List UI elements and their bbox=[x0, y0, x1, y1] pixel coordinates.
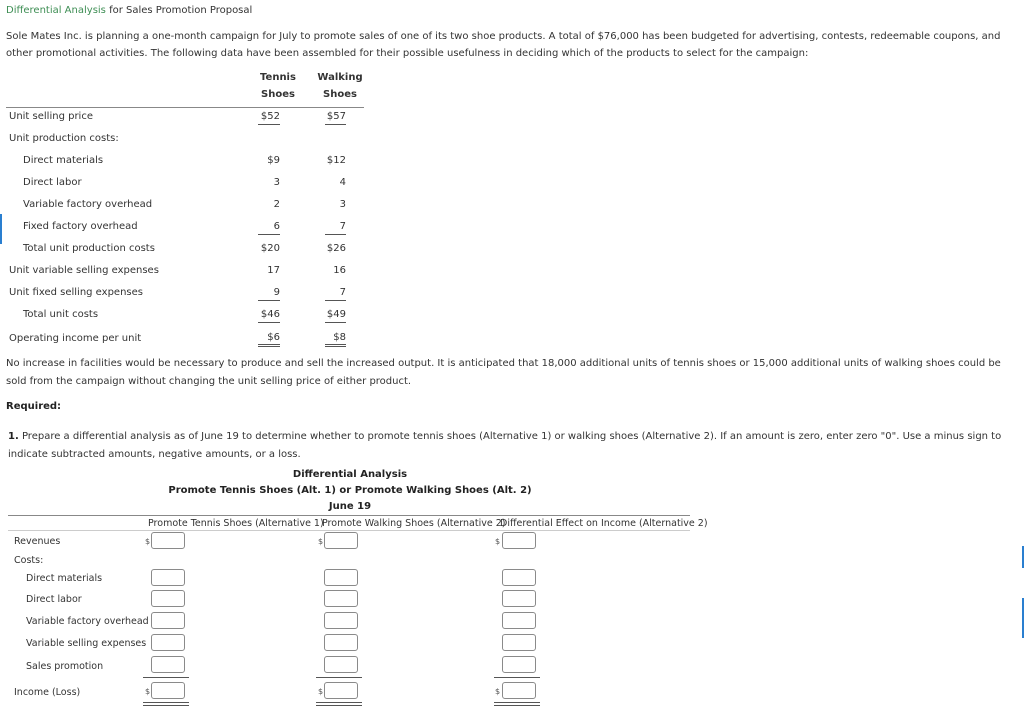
walking-fixed-factory-overhead: 7 bbox=[325, 221, 346, 235]
currency-symbol: $ bbox=[318, 687, 324, 696]
analysis-label-costs: Costs: bbox=[14, 555, 44, 566]
question-body: Prepare a differential analysis as of June 19 to determine whether to promote tennis shoes (Alternative 1) or walking shoes (Alternative 2). If an amount is zero, enter zero "0". Use a minus sign to indicate subtracted amounts, negative amounts, or a loss. bbox=[8, 431, 1002, 460]
variable-selling-expenses-tennis-input[interactable] bbox=[151, 634, 185, 651]
question-text bbox=[8, 428, 1008, 464]
income-loss-tennis-input[interactable] bbox=[151, 682, 185, 699]
sales-promotion-tennis-input[interactable] bbox=[151, 656, 185, 673]
walking-unit-variable-selling-expenses: 16 bbox=[333, 265, 346, 276]
variable-selling-expenses-differential-input[interactable] bbox=[502, 634, 536, 651]
tennis-direct-labor: 3 bbox=[273, 177, 280, 188]
walking-col-header bbox=[310, 69, 370, 103]
double-line-tennis-b bbox=[143, 705, 189, 706]
col-header-tennis: Promote Tennis Shoes (Alternative 1) bbox=[148, 518, 324, 529]
intro-paragraph: Sole Mates Inc. is planning a one-month campaign for July to promote sales of one of its two shoe products. A total of $76,000 has been budgeted for advertising, contests, redeemable coupons, and other promotional activities. The following data have been assembled for their possible usefulness in deciding which of the products to select for the campaign: bbox=[6, 31, 1001, 59]
question-number: 1. bbox=[8, 431, 19, 442]
walking-unit-fixed-selling-expenses: 7 bbox=[325, 287, 346, 301]
walking-variable-factory-overhead: 3 bbox=[339, 199, 346, 210]
left-edge-accent bbox=[0, 214, 2, 244]
double-line-tennis-a bbox=[143, 702, 189, 703]
revenues-walking-input[interactable] bbox=[324, 532, 358, 549]
direct-labor-differential-input[interactable] bbox=[502, 590, 536, 607]
double-line-differential-b bbox=[494, 705, 540, 706]
income-loss-walking-input[interactable] bbox=[324, 682, 358, 699]
sum-line-walking bbox=[316, 677, 362, 678]
direct-labor-walking-input[interactable] bbox=[324, 590, 358, 607]
table-header-rule bbox=[6, 107, 364, 108]
sum-line-tennis bbox=[143, 677, 189, 678]
tennis-col-header bbox=[248, 69, 308, 103]
row-label-unit-production-costs: Unit production costs: bbox=[9, 133, 119, 144]
analysis-label-variable-factory-overhead: Variable factory overhead bbox=[26, 616, 149, 627]
analysis-label-sales-promotion: Sales promotion bbox=[26, 661, 104, 672]
direct-materials-tennis-input[interactable] bbox=[151, 569, 185, 586]
analysis-subtitle: Promote Tennis Shoes (Alt. 1) or Promote Walking Shoes (Alt. 2) bbox=[168, 485, 532, 496]
variable-factory-overhead-tennis-input[interactable] bbox=[151, 612, 185, 629]
tennis-variable-factory-overhead: 2 bbox=[273, 199, 280, 210]
currency-symbol: $ bbox=[145, 687, 151, 696]
tennis-direct-materials: $9 bbox=[267, 155, 280, 166]
currency-symbol: $ bbox=[145, 537, 151, 546]
col-header-rule bbox=[8, 530, 690, 531]
page-title bbox=[6, 5, 252, 16]
analysis-date: June 19 bbox=[328, 501, 372, 512]
sales-promotion-walking-input[interactable] bbox=[324, 656, 358, 673]
row-label-operating-income-per-unit: Operating income per unit bbox=[9, 333, 142, 344]
note-paragraph: No increase in facilities would be necessary to produce and sell the increased output. It is anticipated that 18,000 additional units of tennis shoes or 15,000 additional units of walking shoes could be sold from the campaign without changing the unit selling price of either product. bbox=[6, 358, 1001, 387]
direct-materials-walking-input[interactable] bbox=[324, 569, 358, 586]
double-line-walking-a bbox=[316, 702, 362, 703]
walking-unit-selling-price: $57 bbox=[325, 111, 346, 125]
variable-factory-overhead-walking-input[interactable] bbox=[324, 612, 358, 629]
double-line-differential-a bbox=[494, 702, 540, 703]
sales-promotion-differential-input[interactable] bbox=[502, 656, 536, 673]
variable-factory-overhead-differential-input[interactable] bbox=[502, 612, 536, 629]
double-line-walking-b bbox=[316, 705, 362, 706]
tennis-col-header-line2: Shoes bbox=[261, 89, 295, 100]
analysis-label-direct-labor: Direct labor bbox=[26, 594, 82, 605]
analysis-label-income-loss: Income (Loss) bbox=[14, 687, 81, 698]
tennis-unit-fixed-selling-expenses: 9 bbox=[258, 287, 280, 301]
sum-line-differential bbox=[494, 677, 540, 678]
tennis-fixed-factory-overhead: 6 bbox=[258, 221, 280, 235]
col-header-walking: Promote Walking Shoes (Alternative 2) bbox=[322, 518, 506, 529]
title-rest-part: for Sales Promotion Proposal bbox=[105, 5, 253, 16]
walking-col-header-line2: Shoes bbox=[323, 89, 357, 100]
revenues-tennis-input[interactable] bbox=[151, 532, 185, 549]
analysis-label-variable-selling-expenses: Variable selling expenses bbox=[26, 638, 147, 649]
title-green-part: Differential Analysis bbox=[6, 5, 106, 16]
row-label-unit-variable-selling-expenses: Unit variable selling expenses bbox=[9, 265, 159, 276]
walking-direct-materials: $12 bbox=[326, 155, 346, 166]
walking-total-unit-production-costs: $26 bbox=[326, 243, 346, 254]
variable-selling-expenses-walking-input[interactable] bbox=[324, 634, 358, 651]
walking-col-header-line1: Walking bbox=[317, 72, 363, 83]
revenues-differential-input[interactable] bbox=[502, 532, 536, 549]
col-header-differential: Differential Effect on Income (Alternative 2) bbox=[500, 518, 708, 529]
analysis-header-rule bbox=[8, 515, 690, 516]
row-label-direct-materials: Direct materials bbox=[23, 155, 104, 166]
tennis-col-header-line1: Tennis bbox=[260, 72, 296, 83]
currency-symbol: $ bbox=[495, 687, 501, 696]
row-label-direct-labor: Direct labor bbox=[23, 177, 82, 188]
tennis-total-unit-production-costs: $20 bbox=[260, 243, 280, 254]
tennis-unit-selling-price: $52 bbox=[258, 111, 280, 125]
walking-total-unit-costs: $49 bbox=[325, 309, 346, 323]
row-label-total-unit-costs: Total unit costs bbox=[23, 309, 99, 320]
currency-symbol: $ bbox=[318, 537, 324, 546]
analysis-label-revenues: Revenues bbox=[14, 536, 61, 547]
currency-symbol: $ bbox=[495, 537, 501, 546]
row-label-variable-factory-overhead: Variable factory overhead bbox=[23, 199, 153, 210]
row-label-unit-selling-price: Unit selling price bbox=[9, 111, 93, 122]
row-label-unit-fixed-selling-expenses: Unit fixed selling expenses bbox=[9, 287, 143, 298]
row-label-total-unit-production-costs: Total unit production costs bbox=[23, 243, 155, 254]
row-label-fixed-factory-overhead: Fixed factory overhead bbox=[23, 221, 138, 232]
tennis-operating-income-per-unit: $6 bbox=[258, 332, 280, 347]
walking-direct-labor: 4 bbox=[339, 177, 346, 188]
walking-operating-income-per-unit: $8 bbox=[325, 332, 346, 347]
required-label: Required: bbox=[6, 401, 62, 412]
tennis-unit-variable-selling-expenses: 17 bbox=[267, 265, 280, 276]
direct-labor-tennis-input[interactable] bbox=[151, 590, 185, 607]
analysis-label-direct-materials: Direct materials bbox=[26, 573, 103, 584]
tennis-total-unit-costs: $46 bbox=[258, 309, 280, 323]
direct-materials-differential-input[interactable] bbox=[502, 569, 536, 586]
analysis-title: Differential Analysis bbox=[292, 469, 408, 480]
income-loss-differential-input[interactable] bbox=[502, 682, 536, 699]
